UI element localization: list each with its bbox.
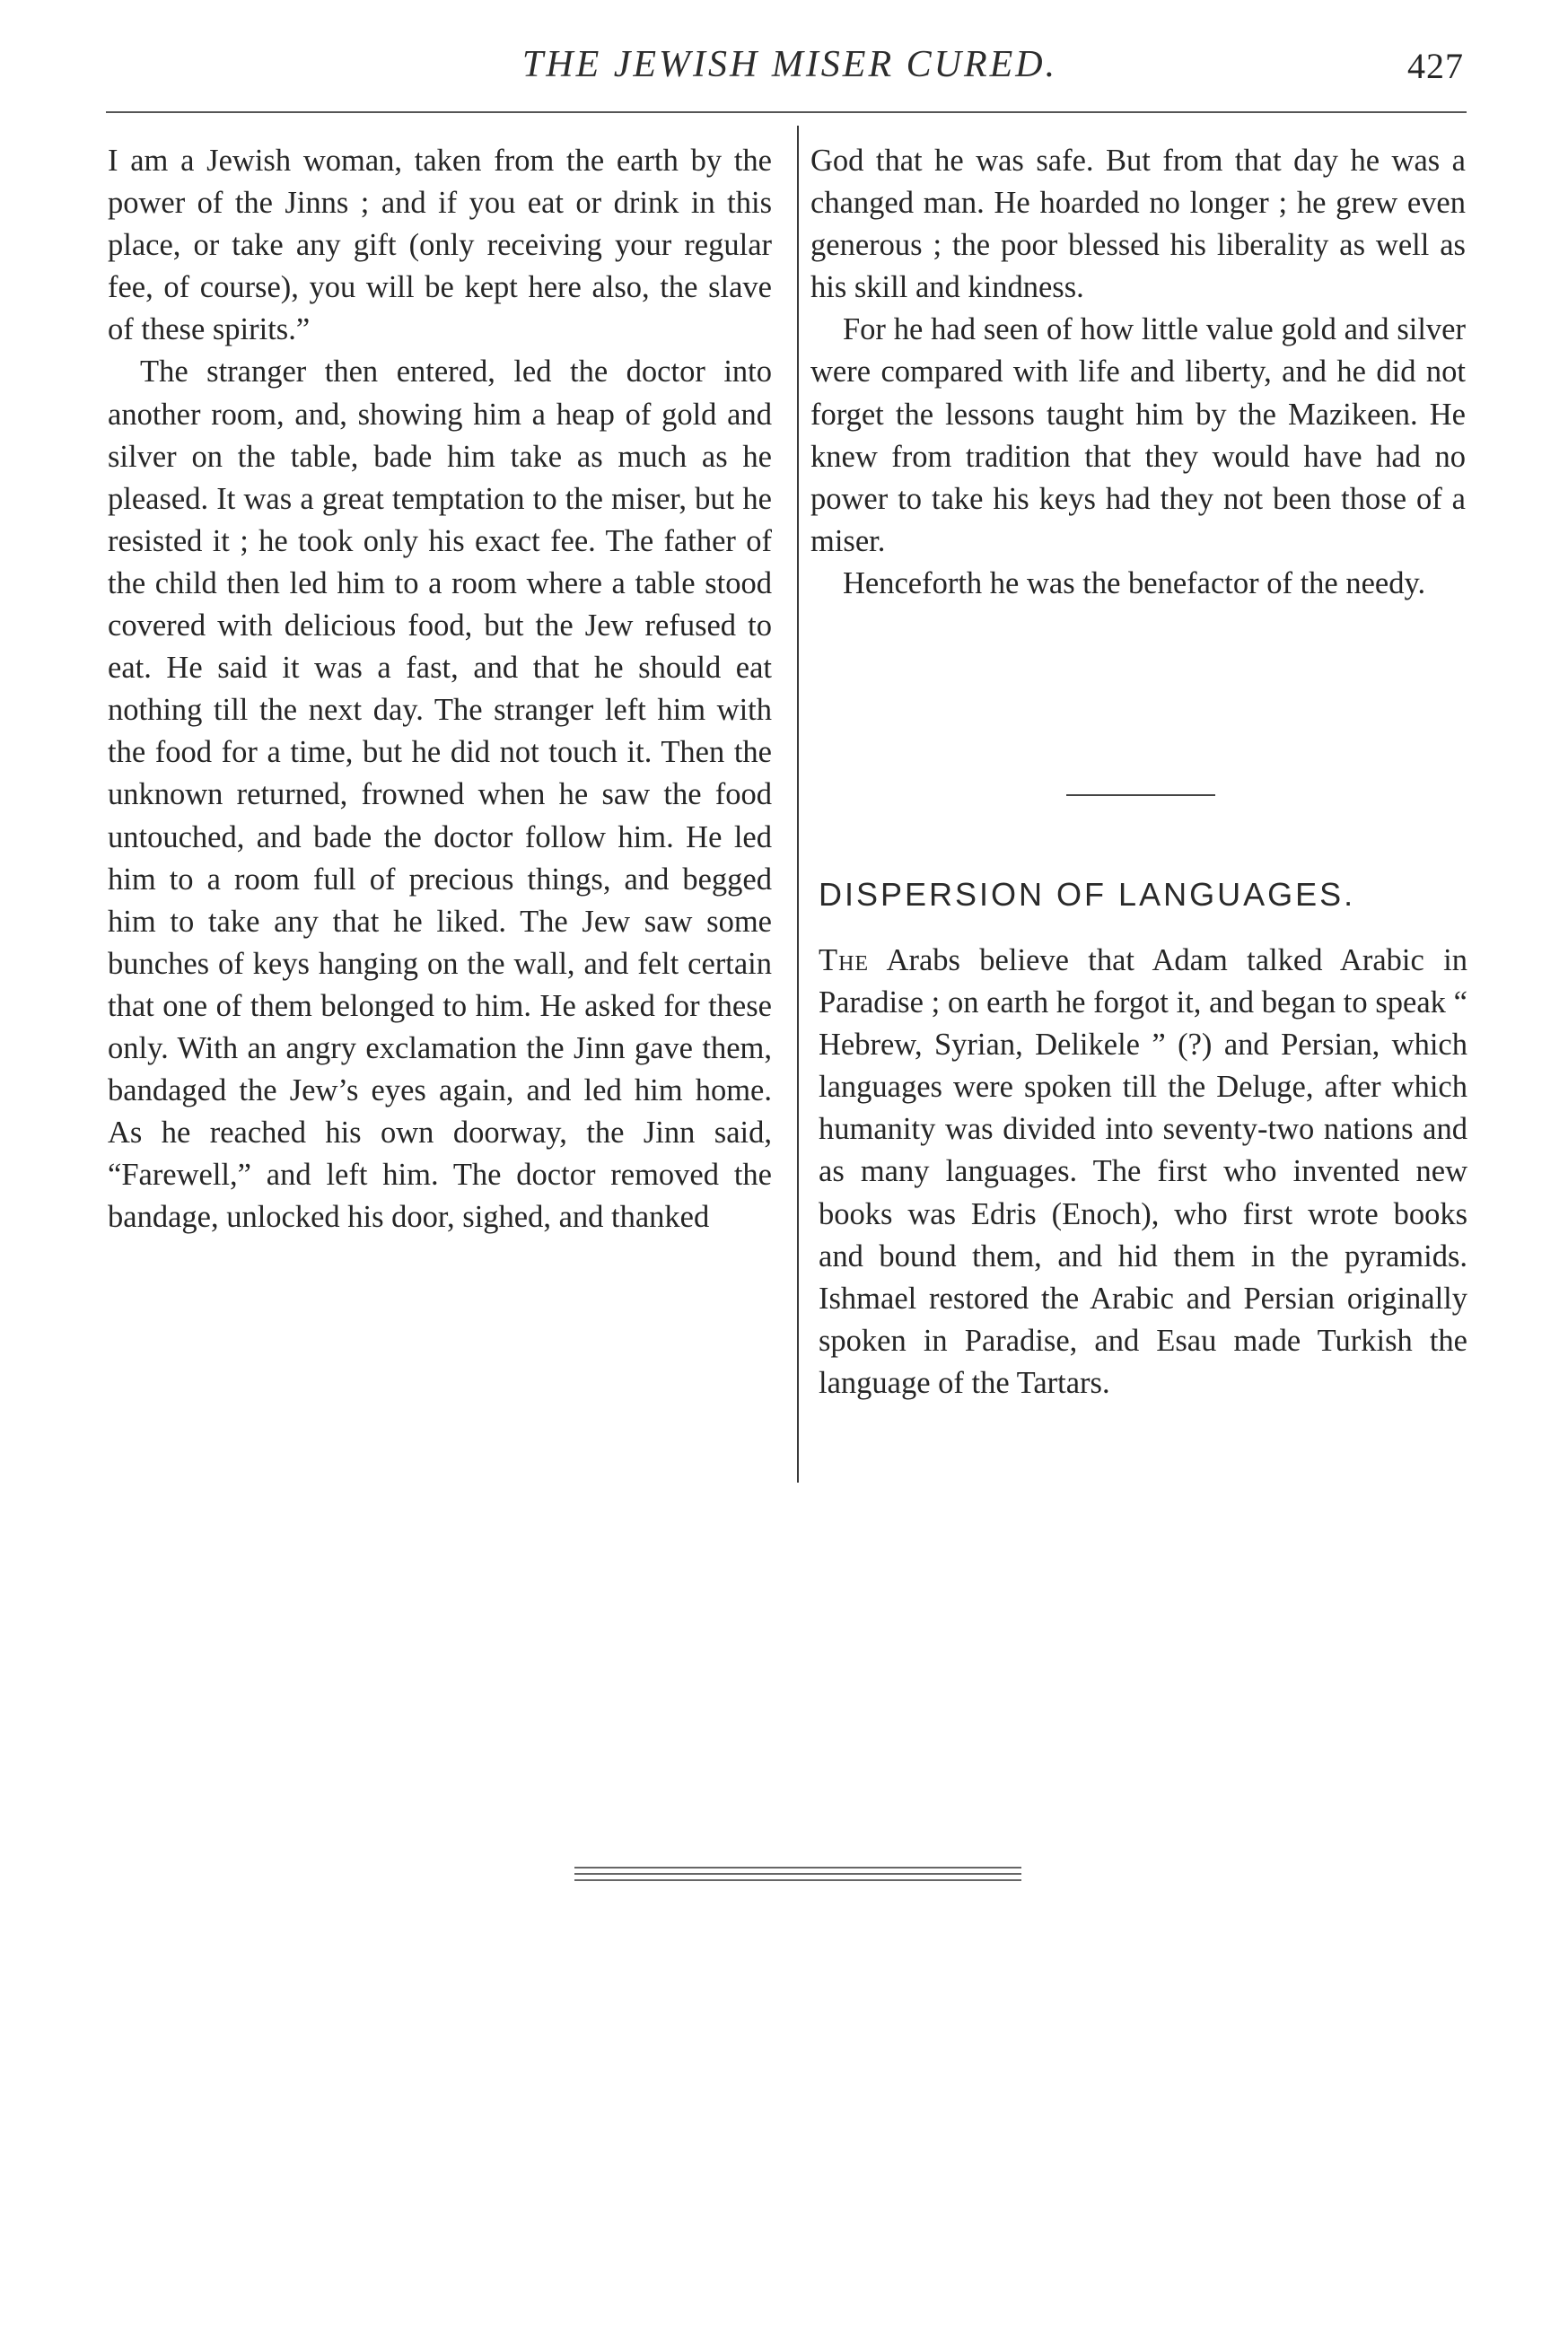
paragraph-text: Arabs believe that Adam talked Arabic in Paradise ; on earth he forgot it, and began to speak “ Hebrew, Syrian, Delikele ” (?) and Persian, which languages were spoken till the Deluge, after which humanity was divided into seventy-two nations and as many languages. The first who invented new books was Edris (Enoch), who first wrote books and bound them, and hid them in the pyramids. Ishmael restored the Arabic and Persian originally spoken in Paradise, and Esau made Turkish the language of the Tartars. bbox=[819, 943, 1467, 1400]
end-rule bbox=[574, 1873, 1021, 1875]
left-column bbox=[108, 140, 772, 1238]
column-divider bbox=[797, 126, 799, 1483]
paragraph: I am a Jewish woman, taken from the earth by the power of the Jinns ; and if you eat or drink in this place, or take any gift (only receiving your regular fee, of course), you will be kept here also, the slave of these spirits.” bbox=[108, 144, 772, 347]
paragraph bbox=[819, 940, 1467, 1405]
end-rule bbox=[574, 1867, 1021, 1869]
right-column bbox=[810, 140, 1466, 605]
paragraph: For he had seen of how little value gold and silver were compared with life and liberty, and he did not forget the lessons taught him by the Mazikeen. He knew from tradition that they would have had no power to take his keys had they not been those of a miser. bbox=[810, 312, 1466, 558]
end-rule bbox=[574, 1879, 1021, 1881]
lead-word: The bbox=[819, 943, 870, 977]
running-title: THE JEWISH MISER CURED. bbox=[521, 44, 1058, 85]
paragraph: The stranger then entered, led the doctor into another room, and, showing him a heap of gold and silver on the table, bade him take as much as he pleased. It was a great temptation to the miser, but he resisted it ; he took only his exact fee. The father of the child then led him to a room where a table stood covered with delicious food, but the Jew refused to eat. He said it was a fast, and that he should eat nothing till the next day. The stranger left him with the food for a time, but he did not touch it. Then the unknown returned, frowned when he saw the food untouched, and bade the doctor follow him. He led him to a room full of precious things, and begged him to take any that he liked. The Jew saw some bunches of keys hanging on the wall, and felt certain that one of them belonged to him. He asked for these only. With an angry exclamation the Jinn gave them, bandaged the Jew’s eyes again, and led him home. As he reached his own doorway, the Jinn said, “Farewell,” and left him. The doctor removed the bandage, unlocked his door, sighed, and thanked bbox=[108, 354, 772, 1235]
page-number: 427 bbox=[1407, 46, 1464, 86]
header-rule bbox=[106, 111, 1467, 113]
paragraph: Henceforth he was the benefactor of the needy. bbox=[843, 565, 1426, 600]
section-body bbox=[819, 940, 1467, 1405]
section-heading: DISPERSION OF LANGUAGES. bbox=[819, 876, 1356, 913]
section-separator bbox=[1066, 794, 1215, 796]
paragraph: God that he was safe. But from that day he was a changed man. He hoarded no longer ; he grew even generous ; the poor blessed his liberality as well as his skill and kindness. bbox=[810, 144, 1466, 305]
